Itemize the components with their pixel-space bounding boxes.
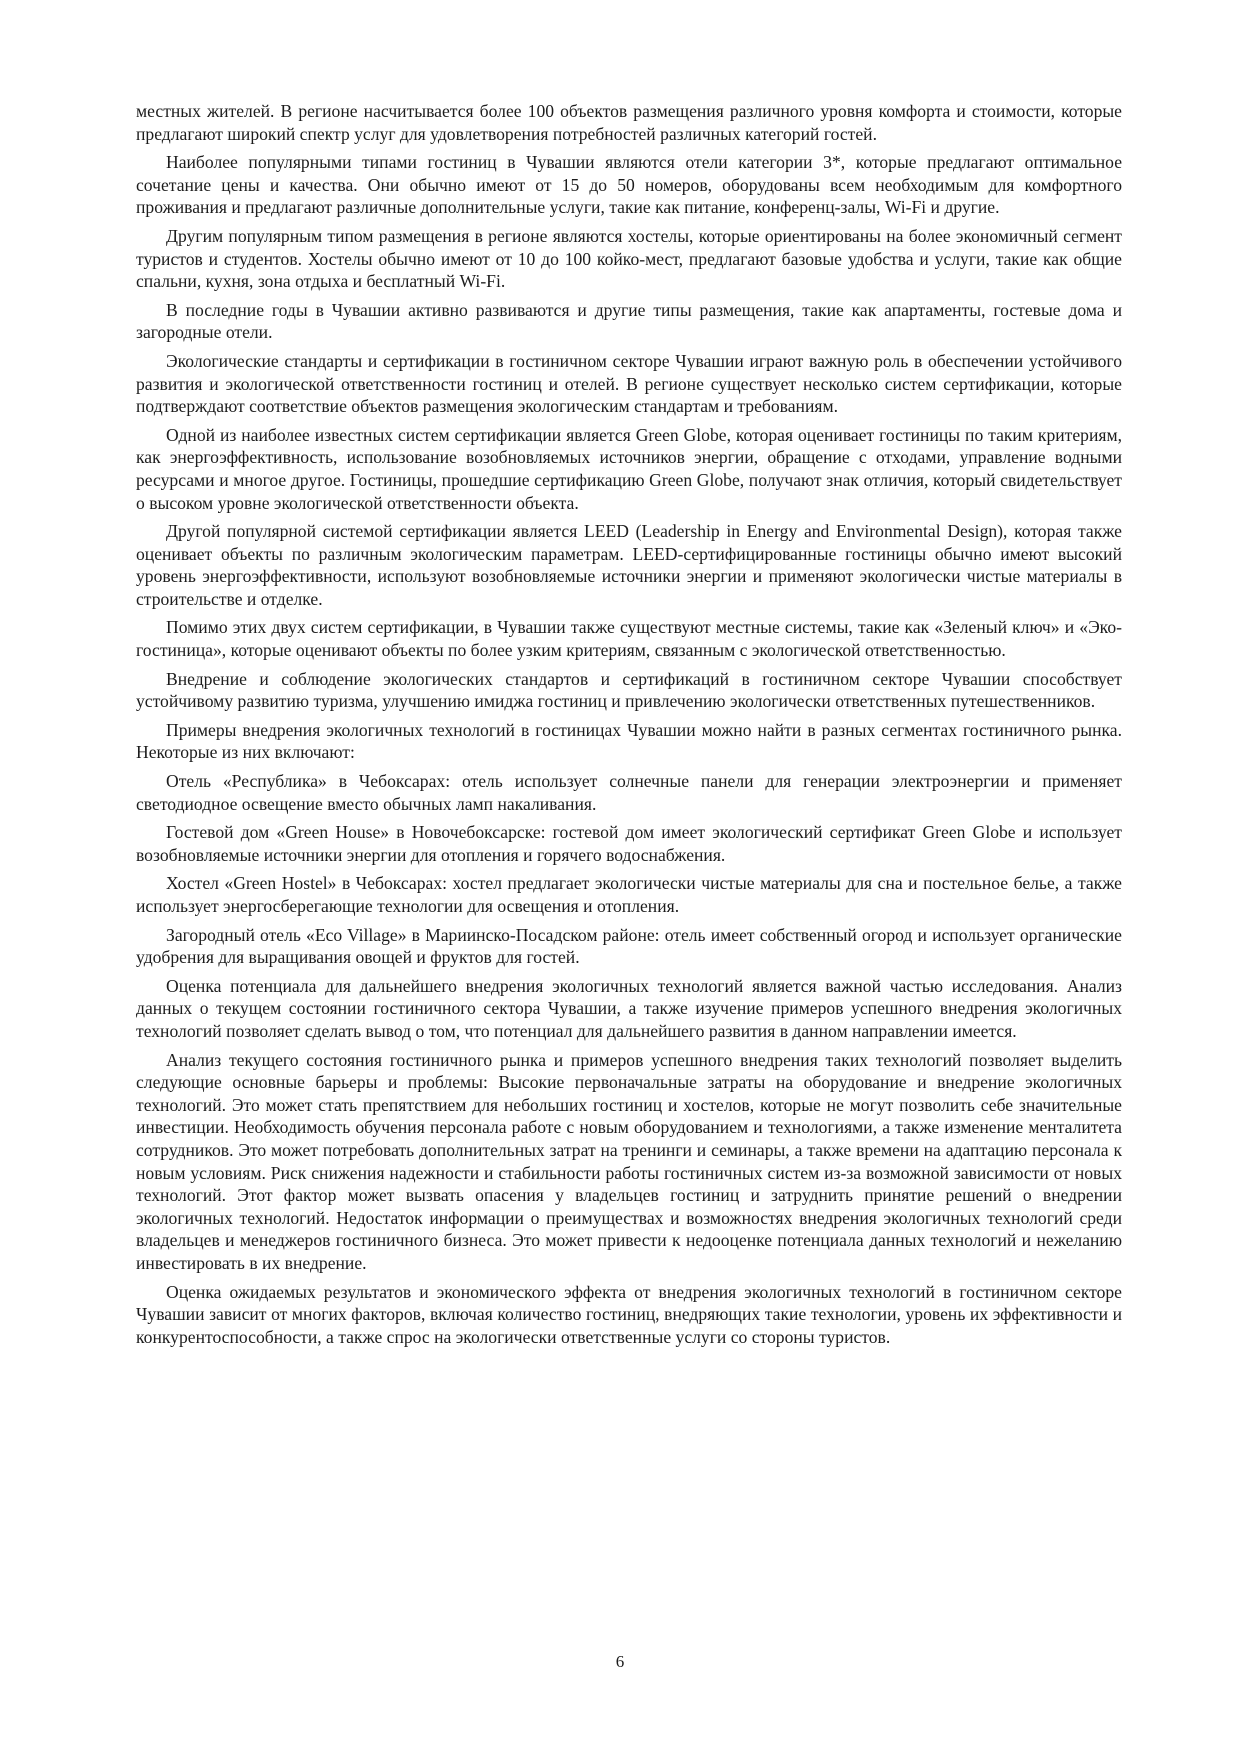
- document-body: [136, 100, 1122, 1348]
- paragraph: Наиболее популярными типами гостиниц в Чувашии являются отели категории 3*, которые предлагают оптимальное сочетание цены и качества. Они обычно имеют от 15 до 50 номеров, оборудованы всем необходимым для комфортного проживания и предлагают различные дополнительные услуги, такие как питание, конференц-залы, Wi-Fi и другие.: [136, 152, 1122, 218]
- paragraph: местных жителей. В регионе насчитывается более 100 объектов размещения различного уровня комфорта и стоимости, которые предлагают широкий спектр услуг для удовлетворения потребностей различных категорий гостей.: [136, 101, 1122, 144]
- paragraph: Внедрение и соблюдение экологических стандартов и сертификаций в гостиничном секторе Чувашии способствует устойчивому развитию туризма, улучшению имиджа гостиниц и привлечению экологически ответственных путешественников.: [136, 668, 1122, 712]
- paragraph: Оценка потенциала для дальнейшего внедрения экологичных технологий является важной частью исследования. Анализ данных о текущем состоянии гостиничного сектора Чувашии, а также изучение примеров успешного внедрения экологичных технологий позволяет сделать вывод о том, что потенциал для дальнейшего развития в данном направлении имеется.: [136, 975, 1122, 1041]
- paragraph: Другим популярным типом размещения в регионе являются хостелы, которые ориентированы на более экономичный сегмент туристов и студентов. Хостелы обычно имеют от 10 до 100 койко-мест, предлагают базовые удобства и услуги, такие как общие спальни, кухня, зона отдыха и бесплатный Wi-Fi.: [136, 225, 1122, 292]
- paragraph: Экологические стандарты и сертификации в гостиничном секторе Чувашии играют важную роль в обеспечении устойчивого развития и экологической ответственности гостиниц и отелей. В регионе существует несколько систем сертификации, которые подтверждают соответствие объектов размещения экологическим стандартам и требованиям.: [136, 350, 1122, 417]
- paragraph: Загородный отель «Eco Village» в Мариинско-Посадском районе: отель имеет собственный огород и использует органические удобрения для выращивания овощей и фруктов для гостей.: [136, 924, 1122, 968]
- page-number: 6: [615, 1652, 625, 1671]
- paragraph: Другой популярной системой сертификации является LEED (Leadership in Energy and Environmental Design), которая также оценивает объекты по различным экологическим параметрам. LEED-сертифицированные гостиницы обычно имеют высокий уровень энергоэффективности, используют возобновляемые источники энергии и применяют экологически чистые материалы в строительстве и отделке.: [136, 521, 1122, 609]
- paragraph: Одной из наиболее известных систем сертификации является Green Globe, которая оценивает гостиницы по таким критериям, как энергоэффективность, использование возобновляемых источников энергии, обращение с отходами, управление водными ресурсами и многое другое. Гостиницы, прошедшие сертификацию Green Globe, получают знак отличия, который свидетельствует о высоком уровне экологической ответственности объекта.: [136, 424, 1122, 513]
- paragraph: Оценка ожидаемых результатов и экономического эффекта от внедрения экологичных технологий в гостиничном секторе Чувашии зависит от многих факторов, включая количество гостиниц, внедряющих такие технологии, уровень их эффективности и конкурентоспособности, а также спрос на экологически ответственные услуги со стороны туристов.: [136, 1281, 1122, 1347]
- paragraph: Гостевой дом «Green House» в Новочебоксарске: гостевой дом имеет экологический сертификат Green Globe и использует возобновляемые источники энергии для отопления и горячего водоснабжения.: [136, 822, 1122, 865]
- paragraph: Анализ текущего состояния гостиничного рынка и примеров успешного внедрения таких технологий позволяет выделить следующие основные барьеры и проблемы: Высокие первоначальные затраты на оборудование и внедрение экологичных технологий. Это может стать препятствием для небольших гостиниц и хостелов, которые не могут позволить себе значительные инвестиции. Необходимость обучения персонала работе с новым оборудованием и технологиями, а также изменение менталитета сотрудников. Это может потребовать дополнительных затрат на тренинги и семинары, а также времени на адаптацию персонала к новым условиям. Риск снижения надежности и стабильности работы гостиничных систем из-за возможной зависимости от новых технологий. Этот фактор может вызвать опасения у владельцев гостиниц и затруднить принятие решений о внедрении экологичных технологий. Недостаток информации о преимуществах и возможностях внедрения экологичных технологий среди владельцев и менеджеров гостиничного бизнеса. Это может привести к недооценке потенциала данных технологий и нежеланию инвестировать в их внедрение.: [136, 1049, 1122, 1273]
- paragraph: В последние годы в Чувашии активно развиваются и другие типы размещения, такие как апартаменты, гостевые дома и загородные отели.: [136, 299, 1122, 343]
- paragraph: Помимо этих двух систем сертификации, в Чувашии также существуют местные системы, такие как «Зеленый ключ» и «Эко-гостиница», которые оценивают объекты по более узким критериям, связанным с экологической ответственностью.: [136, 617, 1122, 661]
- paragraph: Отель «Республика» в Чебоксарах: отель использует солнечные панели для генерации электроэнергии и применяет светодиодное освещение вместо обычных ламп накаливания.: [136, 771, 1122, 814]
- paragraph: Примеры внедрения экологичных технологий в гостиницах Чувашии можно найти в разных сегментах гостиничного рынка. Некоторые из них включают:: [136, 719, 1122, 763]
- paragraph: Хостел «Green Hostel» в Чебоксарах: хостел предлагает экологически чистые материалы для сна и постельное белье, а также использует энергосберегающие технологии для освещения и отопления.: [136, 873, 1122, 916]
